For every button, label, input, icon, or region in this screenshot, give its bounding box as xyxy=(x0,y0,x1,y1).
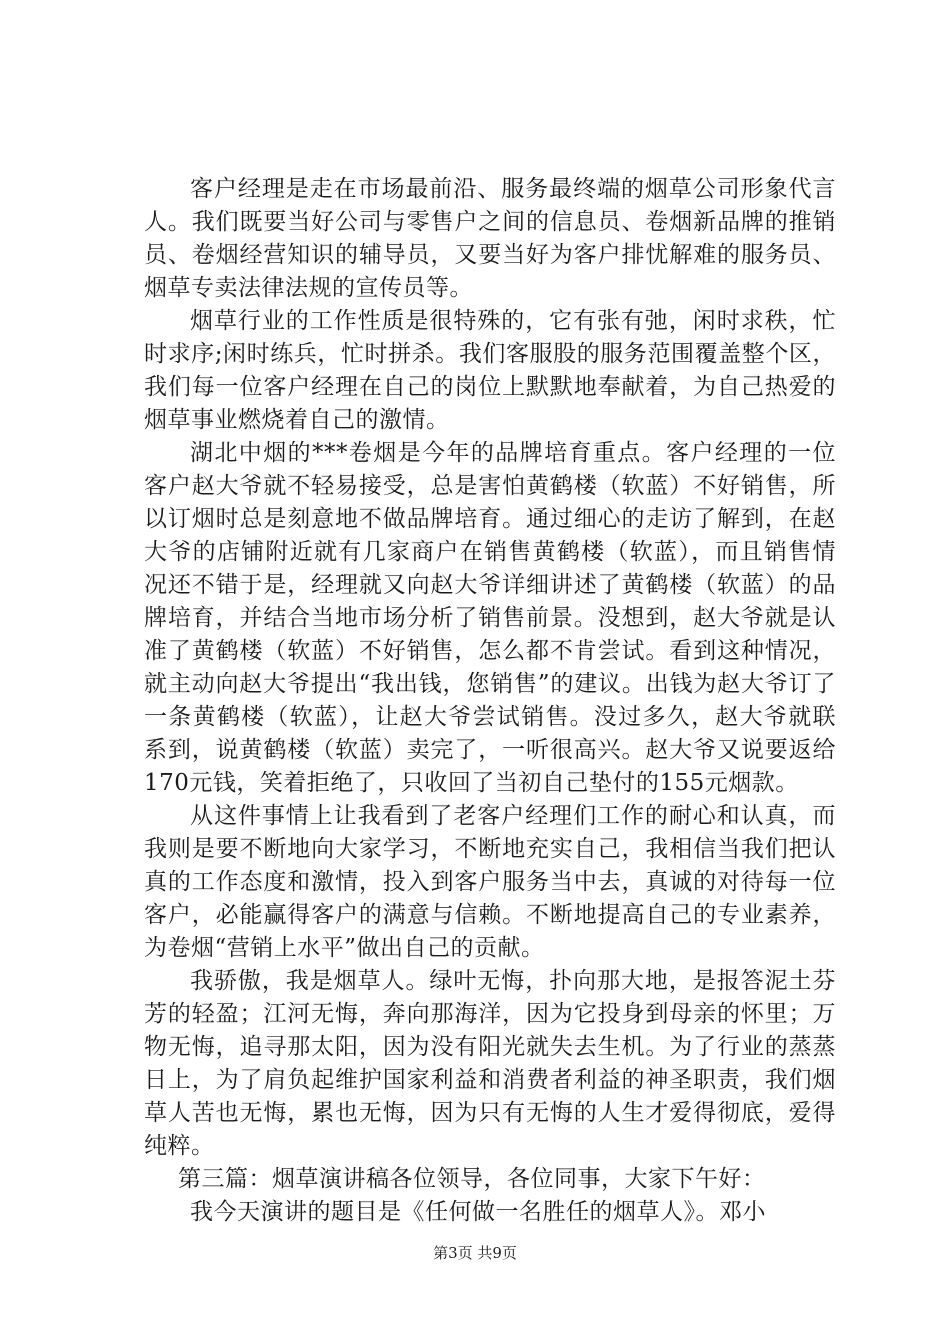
paragraph-speech-intro: 我今天演讲的题目是《任何做一名胜任的烟草人》。邓小 xyxy=(190,1199,766,1225)
document-body xyxy=(144,173,836,1229)
section-heading: 第三篇：烟草演讲稿各位领导，各位同事，大家下午好： xyxy=(178,1166,766,1192)
paragraph-account-manager-role: 客户经理是走在市场最前沿、服务最终端的烟草公司形象代言人。我们既要当好公司与零售户之间的信息员、卷烟新品牌的推销员、卷烟经营知识的辅导员，又要当好为客户排忧解难的服务员、烟草专卖法律法规的宣传员等。 xyxy=(144,176,836,301)
paragraph-industry-nature: 烟草行业的工作性质是很特殊的，它有张有弛，闲时求秩，忙时求序;闲时练兵，忙时拼杀。我们客服股的服务范围覆盖整个区，我们每一位客户经理在自己的岗位上默默地奉献着，为自己热爱的烟草事业燃烧着自己的激情。 xyxy=(144,308,836,433)
paragraph-pride: 我骄傲，我是烟草人。绿叶无悔，扑向那大地，是报答泥土芬芳的轻盈；江河无悔，奔向那海洋，因为它投身到母亲的怀里；万物无悔，追寻那太阳，因为没有阳光就失去生机。为了行业的蒸蒸日上，为了肩负起维护国家利益和消费者利益的神圣职责，我们烟草人苦也无悔，累也无悔，因为只有无悔的人生才爱得彻底，爱得纯粹。 xyxy=(144,968,836,1159)
paragraph-lesson-learned: 从这件事情上让我看到了老客户经理们工作的耐心和认真，而我则是要不断地向大家学习，不断地充实自己，我相信当我们把认真的工作态度和激情，投入到客户服务当中去，真诚的对待每一位客户，必能赢得客户的满意与信赖。不断地提高自己的专业素养，为卷烟“营销上水平”做出自己的贡献。 xyxy=(144,803,836,961)
page-number-footer: 第3页 共9页 xyxy=(433,1244,517,1262)
paragraph-customer-story: 湖北中烟的***卷烟是今年的品牌培育重点。客户经理的一位客户赵大爷就不轻易接受，总是害怕黄鹤楼（软蓝）不好销售，所以订烟时总是刻意地不做品牌培育。通过细心的走访了解到，在赵大爷的店铺附近就有几家商户在销售黄鹤楼（软蓝），而且销售情况还不错于是，经理就又向赵大爷详细讲述了黄鹤楼（软蓝）的品牌培育，并结合当地市场分析了销售前景。没想到，赵大爷就是认准了黄鹤楼（软蓝）不好销售，怎么都不肯尝试。看到这种情况，就主动向赵大爷提出“我出钱，您销售”的建议。出钱为赵大爷订了一条黄鹤楼（软蓝），让赵大爷尝试销售。没过多久，赵大爷就联系到，说黄鹤楼（软蓝）卖完了，一听很高兴。赵大爷又说要返给170元钱，笑着拒绝了，只收回了当初自己垫付的155元烟款。 xyxy=(144,440,836,796)
